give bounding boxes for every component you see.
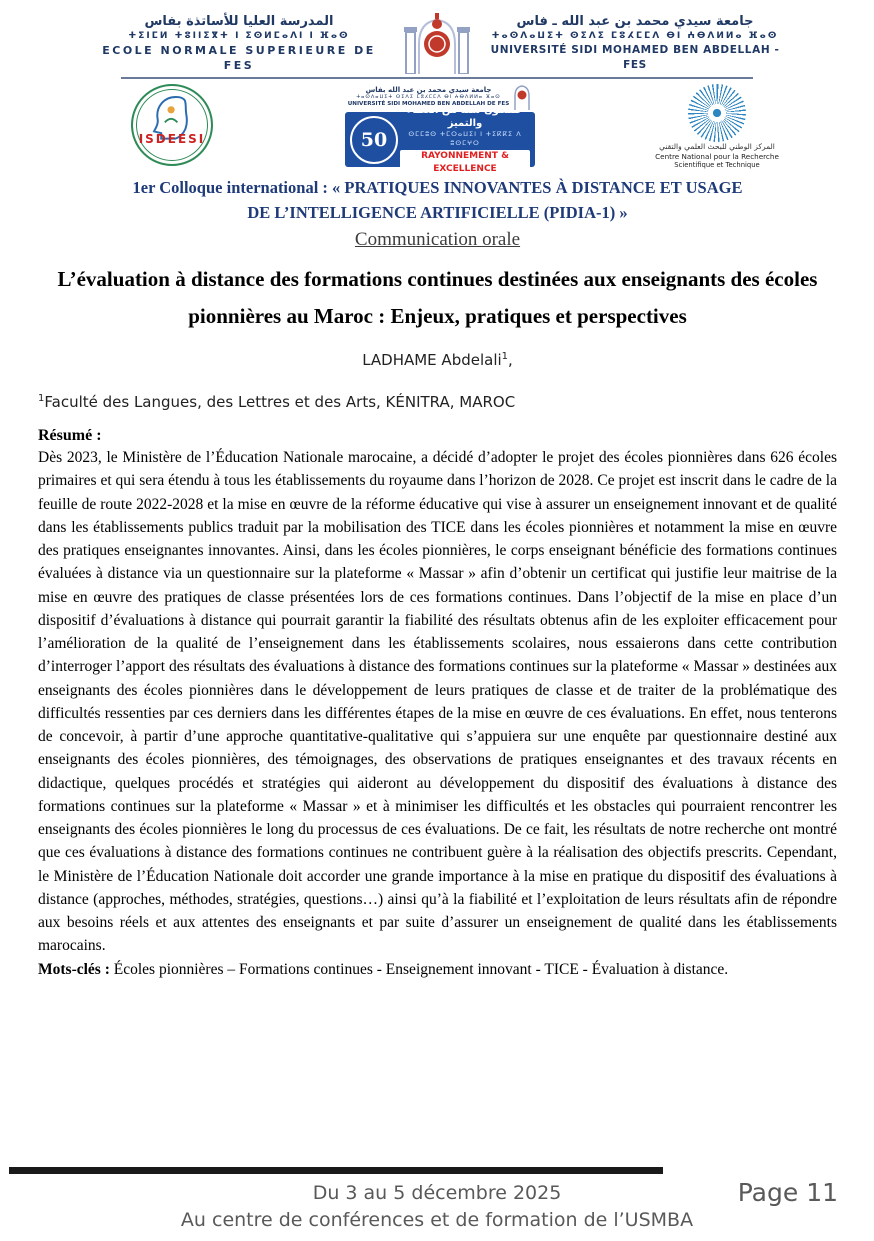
cnrst-logo [655, 84, 779, 170]
affiliation-line [38, 393, 837, 411]
isdeesi-logo [122, 84, 222, 166]
fifty-top-tifinagh: ⵜⴰⵙⴷⴰⵡⵉⵜ ⵙⵉⴷⵉ ⵎⵓⵃⵎⵎⴷ ⴱⵏ ⵄⴱⴷⵍⵍⴰ ⴼⴰⵙ [356, 94, 501, 100]
colloque-line2: DE L’INTELLIGENCE ARTIFICIELLE (PIDIA-1) » [247, 203, 628, 222]
affiliation-text: Faculté des Langues, des Lettres et des Arts, KÉNITRA, MAROC [44, 393, 516, 411]
ens-tifinagh-text: ⵜⵉⵏⵎⵍ ⵜⵓⵏⵏⵉⴳⵜ ⵏ ⵉⵙⵍⵎⴰⴷⵏ ⵏ ⴼⴰⵙ [128, 31, 350, 41]
letterhead [0, 12, 874, 79]
isdeesi-label: ISDEESI [138, 132, 206, 146]
fifty-top-arabic: جامعة سيدي محمد بن عبد الله بفاس [365, 86, 492, 94]
cnrst-name-line1: Centre National pour la Recherche [655, 152, 779, 161]
colloque-line1: 1er Colloque international : « PRATIQUES INNOVANTES À DISTANCE ET USAGE [132, 178, 743, 197]
cnrst-sunburst-icon [688, 84, 746, 142]
cnrst-name-line2: Scientifique et Technique [674, 161, 760, 169]
communication-type-text: Communication orale [354, 229, 521, 250]
ens-arabic-text: المدرسة العليا للأساتذة بفاس [144, 14, 334, 29]
footer-divider-bar [9, 1167, 663, 1174]
fifty-top-latin: UNIVERSITÉ SIDI MOHAMED BEN ABDELLAH DE FES [347, 101, 510, 107]
footer-dates: Du 3 au 5 décembre 2025 [312, 1182, 562, 1204]
letterhead-row [0, 12, 874, 74]
fifty-number: 50 [360, 128, 388, 151]
author-name: LADHAME Abdelali [362, 351, 502, 369]
page-content [38, 175, 837, 981]
university-gate-emblem-icon [400, 12, 474, 74]
footer-venue: Au centre de conférences et de formation de l’USMBA [180, 1209, 694, 1231]
ens-latin-text: ECOLE NORMALE SUPERIEURE DE FES [102, 44, 376, 72]
ens-fes-block [88, 13, 390, 73]
logos-row [0, 84, 874, 174]
colloque-heading [38, 175, 837, 225]
affiliation-superscript: 1 [38, 393, 45, 404]
keywords-text: Écoles pionnières – Formations continues - Enseignement innovant - TICE - Évaluation à distance. [113, 960, 729, 978]
paper-title: L’évaluation à distance des formations continues destinées aux enseignants des écoles pionnières au Maroc : Enjeux, pratiques et perspectives [57, 267, 818, 328]
keywords-label: Mots-clés : [38, 960, 110, 978]
usmba-tifinagh-text: ⵜⴰⵙⴷⴰⵡⵉⵜ ⵙⵉⴷⵉ ⵎⵓⵃⵎⵎⴷ ⴱⵏ ⵄⴱⴷⵍⵍⴰ ⴼⴰⵙ [491, 31, 779, 41]
usmba-latin-text: UNIVERSITÉ SIDI MOHAMED BEN ABDELLAH - FES [490, 44, 780, 71]
abstract-text: Dès 2023, le Ministère de l’Éducation Nationale marocaine, a décidé d’adopter le projet des écoles pionnières dans 626 écoles primaires et qui sera étendu à tous les établissements du royaume dans l’horizon de 2028. Ce projet est inscrit dans le cadre de la feuille de route 2022-2028 et la mise en œuvre de la réforme éducative qui vise à assurer un enseignement innovant et de qualité dans les établissements publics traduit par la mobilisation des TICE dans les écoles pionnières et notamment la mise en œuvre des pratiques enseignantes innovantes. Ainsi, dans les écoles pionnières, le corps enseignant bénéficie des formations continues évaluées à distance via un questionnaire sur la plateforme « Massar » afin d’obtenir un certificat qui justifie leur maitrise de la mise en œuvre des pratiques de classe présentées lors de ces formations continues. Dans l’objectif de la mise en place d’un dispositif d’évaluations à distance qui pourrait garantir la fiabilité des résultats obtenus afin de les exploiter efficacement pour l’amélioration de la qualité de l’enseignement dans les établissements scolaires, nous essaierons dans cette contribution d’interroger l’apport des résultats des évaluations à distance des formations continues sur la plateforme « Massar » destinées aux enseignants des écoles pionnières dans le développement de leurs pratiques de classe et de traiter de la problématique des difficultés ressenties par ces derniers dans les différentes étapes de la mise en œuvre de ces évaluations. En effet, nous tenterons de concevoir, à partir d’une approche quantitative-qualitative qui s’appuiera sur une enquête par questionnaire destiné aux enseignants des écoles pionnières, des témoignages, des observations de pratiques enseignantes et des travaux récents en didactique, quelques procédés et stratégies qui aideront au développement du dispositif des évaluations à distance des formations continues sur la plateforme « Massar » et à minimiser les difficultés et les obstacles qui pourraient rencontrer les enseignants des écoles pionnières le long du processus de ces évaluations. De ce fait, les résultats de notre recherche ont montré que ces évaluations à distance des formations continues ne contribuent guère à la réalisation des objectifs prescrits. Cependant, le Ministère de l’Éducation Nationale doit accorder une grande importance à la mise en pratique du dispositif des évaluations à distance (approches, méthodes, stratégies, questions…) ainsi qu’à la fiabilité et l’exploitation de leurs résultats afin de répondre aux besoins réels et aux attentes des enseignants et par suite d’assurer un enseignement de qualité dans les établissements marocains. [38, 449, 837, 955]
fifty-banner-text [398, 104, 535, 176]
communication-type [38, 229, 837, 251]
isdeesi-ring-icon [131, 84, 213, 166]
usmba-arabic-text: جامعة سيدي محمد بن عبد الله ـ فاس [516, 14, 754, 29]
author-comma: , [508, 351, 513, 369]
letterhead-divider [121, 77, 753, 79]
fifty-banner-slogan: RAYONNEMENT & EXCELLENCE [400, 150, 530, 176]
page-number: Page 11 [737, 1178, 838, 1207]
fifty-medallion-icon [350, 116, 398, 164]
cnrst-arabic: المركز الوطني للبحث العلمي والتقني [659, 142, 775, 151]
author-superscript: 1 [501, 351, 509, 362]
fifty-banner-arabic: خمسون سنة من العطاء والتميز [407, 104, 523, 129]
usmba-fes-block [484, 13, 786, 73]
author-line [38, 351, 837, 369]
abstract-label: Résumé : [38, 427, 102, 444]
fifty-banner-tifinagh: ⵙⵎⵎⵓⵙ ⵜⵎⵔⴰⵡⵉⵏ ⵏ ⵜⵉⴽⴽⵉ ⴷ ⵓⵙⵎⵖⵔ [408, 129, 522, 147]
keywords-line [38, 958, 837, 981]
fifty-years-logo [345, 84, 535, 174]
